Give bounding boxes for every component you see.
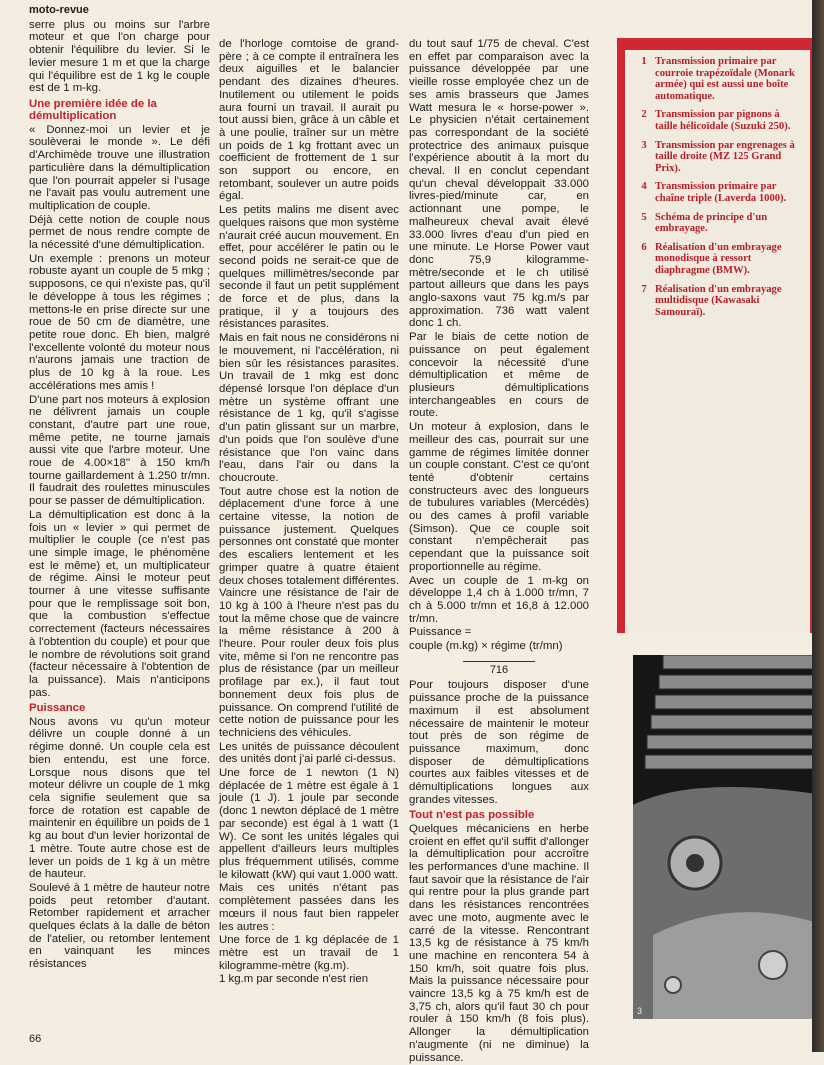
paragraph: 1 kg.m par seconde n'est rien [219,973,369,986]
caption-text: Réalisation d'un embrayage monodisque à ressort diaphragme (BMW). [655,241,782,276]
caption-number: 4 [641,181,647,193]
paragraph: D'une part nos moteurs à explosion ne délivrent jamais un couple constant, d'autre part une roue, même petite, ne tourne jamais aussi vite que l'arbre moteur. Une roue de 4.00×18'' à 150 km/h tourne gaillardement à 1.250 tr/mn. Il faudrait des roulettes minuscules pour se passer de démultiplication. [29,393,210,508]
caption-text: Réalisation d'un embrayage multidisque (Kawasaki Samouraï). [655,283,782,318]
paragraph: « Donnez-moi un levier et je soulèverai le monde ». Le défi d'Archimède trouve une illustration particulière dans la démultiplication que l'on pourrait appeler si l'usage ne l'avait pas voulu autrement une multiplication de couple. [29,123,210,212]
paragraph: Tout autre chose est la notion de déplacement d'une force à une certaine vitesse, la notion de puissance justement. Quelques personnes ont constaté que monter des escaliers lentement et les grimper quatre à quatre étaient deux choses totalement différentes. Vaincre une résistance de l'air de 10 kg à 100 à l'heure n'est pas du tout la même chose que de vaincre la même résistance à 200 à l'heure. Pour rouler deux fois plus vite, même si l'on ne rencontre pas plus de résistance (par un meilleur profilage par ex.), il faut tout bonnement deux fois plus de puissance. On comprend l'utilité de cette notion de puissance pour les techniciens des véhicules. [219,485,399,739]
caption-number: 3 [641,139,647,151]
formula-lhs: Puissance = [409,626,472,639]
paragraph: Un moteur à explosion, dans le meilleur des cas, pourrait sur une gamme de régimes limitée donner un couple constant. C'est ce qu'ont tenté d'obtenir certains constructeurs avec des longueurs de tubulures variables (Mercédès) ou des cames à profil variable (Simson). Que ce couple soit constant n'empêcherait pas cependant que la puissance soit proportionnelle au régime. [409,421,589,573]
engine-illustration [633,655,824,1019]
column-1 [29,4,210,972]
page-number: 66 [29,1033,42,1045]
paragraph: Pour toujours disposer d'une puissance proche de la puissance maximum il est absolument nécessaire de maintenir le moteur tout près de son régime de puissance maximum, donc disposer de démultiplications courtes aux faibles vitesses et de démultiplications longues aux grandes vitesses. [409,679,589,806]
paragraph: Soulevé à 1 mètre de hauteur notre poids peut retomber d'autant. Retomber rapidement et arracher quelques éclats à la dalle de béton de l'atelier, ou retomber lentement en vainquant les minces résistances [29,881,210,971]
paragraph: Une force de 1 newton (1 N) déplacée de 1 mètre est égale à 1 joule (1 J). 1 joule par seconde (donc 1 newton déplacé de 1 mètre par seconde) est égal à 1 watt (1 W). Ce sont les unités légales qui appellent d'ailleurs leurs multiples plus fréquemment utilisés, comme le kilowatt (kW) qui vaut 1.000 watt. [219,767,399,881]
captions-box [617,38,824,633]
section-heading: Tout n'est pas possible [409,809,535,822]
caption-text: Transmission primaire par courroie trapézoïdale (Monark armée) qui est aussi une boîte automatique. [655,56,795,102]
paragraph: Avec un couple de 1 m-kg on développe 1,4 ch à 1.000 tr/mn, 7 ch à 5.000 tr/mn et 16,8 à 12.000 tr/mn. [409,574,589,625]
caption-item [633,181,802,204]
caption-text: Transmission par engrenages à taille droite (MZ 125 Grand Prix). [655,139,795,174]
paragraph: La démultiplication est donc à la fois un « levier » qui permet de multiplier le couple (ce n'est pas une simple image, le phénomène est le même) et, un multiplicateur de régime. Ainsi le moteur peut tourner à une vitesse suffisante pour que le remplissage soit bon, que la combustion s'effectue correctement (facteurs nécessaires à l'obtention du couple) et pour que le nombre de révolutions soit grand (facteur nécessaire à l'obtention de la puissance). Mais n'anticipons pas. [29,508,210,699]
paragraph: du tout sauf 1/75 de cheval. C'est en effet par comparaison avec la puissance développée par une vieille rosse employée chez un de ses amis brasseurs que James Watt mesura le « horse-power ». Le physicien n'était certainement pas correspondant de la société protectrice des animaux puisque l'expérience aboutit à la mort du cheval. Il en conclut cependant qu'un cheval développait 33.000 livres-pied/minute car, en actionnant une pompe, le malheureux cheval avait élevé 33.000 livres d'eau d'un pied en une minute. Le Horse Power vaut donc 75,9 kilogramme-mètre/seconde et le ch utilisé partout ailleurs que dans les pays anglo-saxons vaut 75 kg.m/s par approximation. 736 watt valent donc 1 ch. [409,38,589,330]
masthead: moto-revue [29,4,89,16]
caption-item [633,212,802,235]
formula-numerator: couple (m.kg) × régime (tr/mn) [409,640,563,653]
caption-text: Schéma de principe d'un embrayage. [655,211,768,235]
caption-number: 5 [641,211,647,223]
caption-text: Transmission primaire par chaîne triple (Laverda 1000). [655,181,787,204]
section-heading: Puissance [29,702,86,715]
paragraph: Nous avons vu qu'un moteur délivre un couple donné à un régime donné. Un couple cela est bien entendu, est une force. Lorsque nous disons que tel moteur délivre un couple de 1 mkg cela signifie seulement que sa force de rotation est capable de maintenir en équilibre un poids de 1 kg au bout d'un levier horizontal de 1 mètre. Toute autre chose est de lever un poids de 1 kg à un mètre de hauteur. [29,715,210,881]
column-3 [409,38,589,1065]
caption-number: 1 [641,56,647,67]
caption-item [633,109,802,132]
caption-number: 7 [641,283,647,295]
paragraph: Déjà cette notion de couple nous permet de nous rendre compte de la nécessité d'une démultiplication. [29,213,210,252]
formula-denominator: 716 [463,661,535,677]
caption-text: Transmission par pignons à taille hélicoïdale (Suzuki 250). [655,109,791,132]
column-2 [219,38,399,987]
caption-number: 6 [641,241,647,253]
paragraph: de l'horloge comtoise de grand-père ; à ce compte il entraînera les deux aiguilles et le balancier pendant des dizaines d'heures. Inutilement ou utilement le poids aura fourni un travail. Il aurait pu tout aussi bien, grâce à un câble et à une poulie, traîner sur un mètre un poids de 1 kg frottant avec un coefficient de frottement de 1 sur son support ou encore, en retombant, soulever un autre poids égal. [219,38,399,203]
paragraph: Les petits malins me disent avec quelques raisons que mon système n'aurait créé aucun mouvement. En effet, pour accélérer le patin ou le second poids ne serait-ce que de quelques millimètres/seconde par seconde il faut un petit supplément de force et de plus, dans la pratique, il y a toujours des résistances parasites. [219,204,399,331]
section-heading: Une première idée de la démultiplication [29,97,157,123]
caption-item [633,242,802,277]
engine-photo [633,655,824,1019]
paragraph: Quelques mécaniciens en herbe croient en effet qu'il suffit d'allonger la démultiplication pour accroître les performances d'une machine. Il faut savoir que la résistance de l'air qui rentre pour la plus grande part dans les résistances rencontrées avec une moto, augmente avec le carré de la vitesse. Rencontrant 13,5 kg de résistance à 75 km/h une machine en rencontera 54 à 150 km/h, soit quatre fois plus. Mais la puissance nécessaire pour vaincre 13,5 kg à 75 km/h est de 3,75 ch, alors qu'il faut 30 ch pour rouler à 150 km/h (8 fois plus). Allonger la démultiplication n'augmente (ni ne diminue) la puissance. [409,822,589,1064]
captions-list [625,50,810,633]
paragraph: Par le biais de cette notion de puissance on peut également concevoir la nécessité d'une démultiplication et même de plusieurs démultiplications interchangeables en cours de route. [409,331,589,420]
caption-item [633,56,802,102]
paragraph: Une force de 1 kg déplacée de 1 mètre est un travail de 1 kilogramme-mètre (kg.m). [219,934,399,972]
paragraph: Un exemple : prenons un moteur robuste ayant un couple de 5 mkg ; supposons, ce qui n'existe pas, qu'il le développe à tous les régimes ; mettons-le en prise directe sur une roue de 50 cm de diamètre, une petite roue donc. Eh bien, malgré l'excellente volonté du moteur nous n'aurons jamais une traction de plus de 10 kg à la roue. Les accélérations mes amis ! [29,252,211,392]
paragraph: Les unités de puissance découlent des unités dont j'ai parlé ci-dessus. [219,740,399,766]
figure-number: 3 [637,1006,643,1016]
caption-item [633,140,802,175]
paragraph: Mais ces unités n'étant pas complètement passées dans les mœurs il nous faut bien rappeler les autres : [219,882,399,933]
caption-number: 2 [641,109,647,121]
caption-item [633,284,802,319]
paragraph: serre plus ou moins sur l'arbre moteur et que l'on charge pour obtenir l'équilibre du levier. Si le levier mesure 1 m et que la charge qui l'équilibre est de 1 kg le couple est de 1 m-kg. [29,18,210,95]
page-spine [812,0,824,1052]
paragraph: Mais en fait nous ne considérons ni le mouvement, ni l'accélération, ni bien sûr les résistances parasites. Un travail de 1 mkg est donc dépensé lorsque l'on déplace d'un mètre un système offrant une résistance de 1 kg, qu'il s'agisse d'un patin glissant sur un marbre, d'un poids que l'on soulève d'une résistance que l'on vainc dans l'eau, dans l'air ou dans la choucroute. [219,332,399,484]
